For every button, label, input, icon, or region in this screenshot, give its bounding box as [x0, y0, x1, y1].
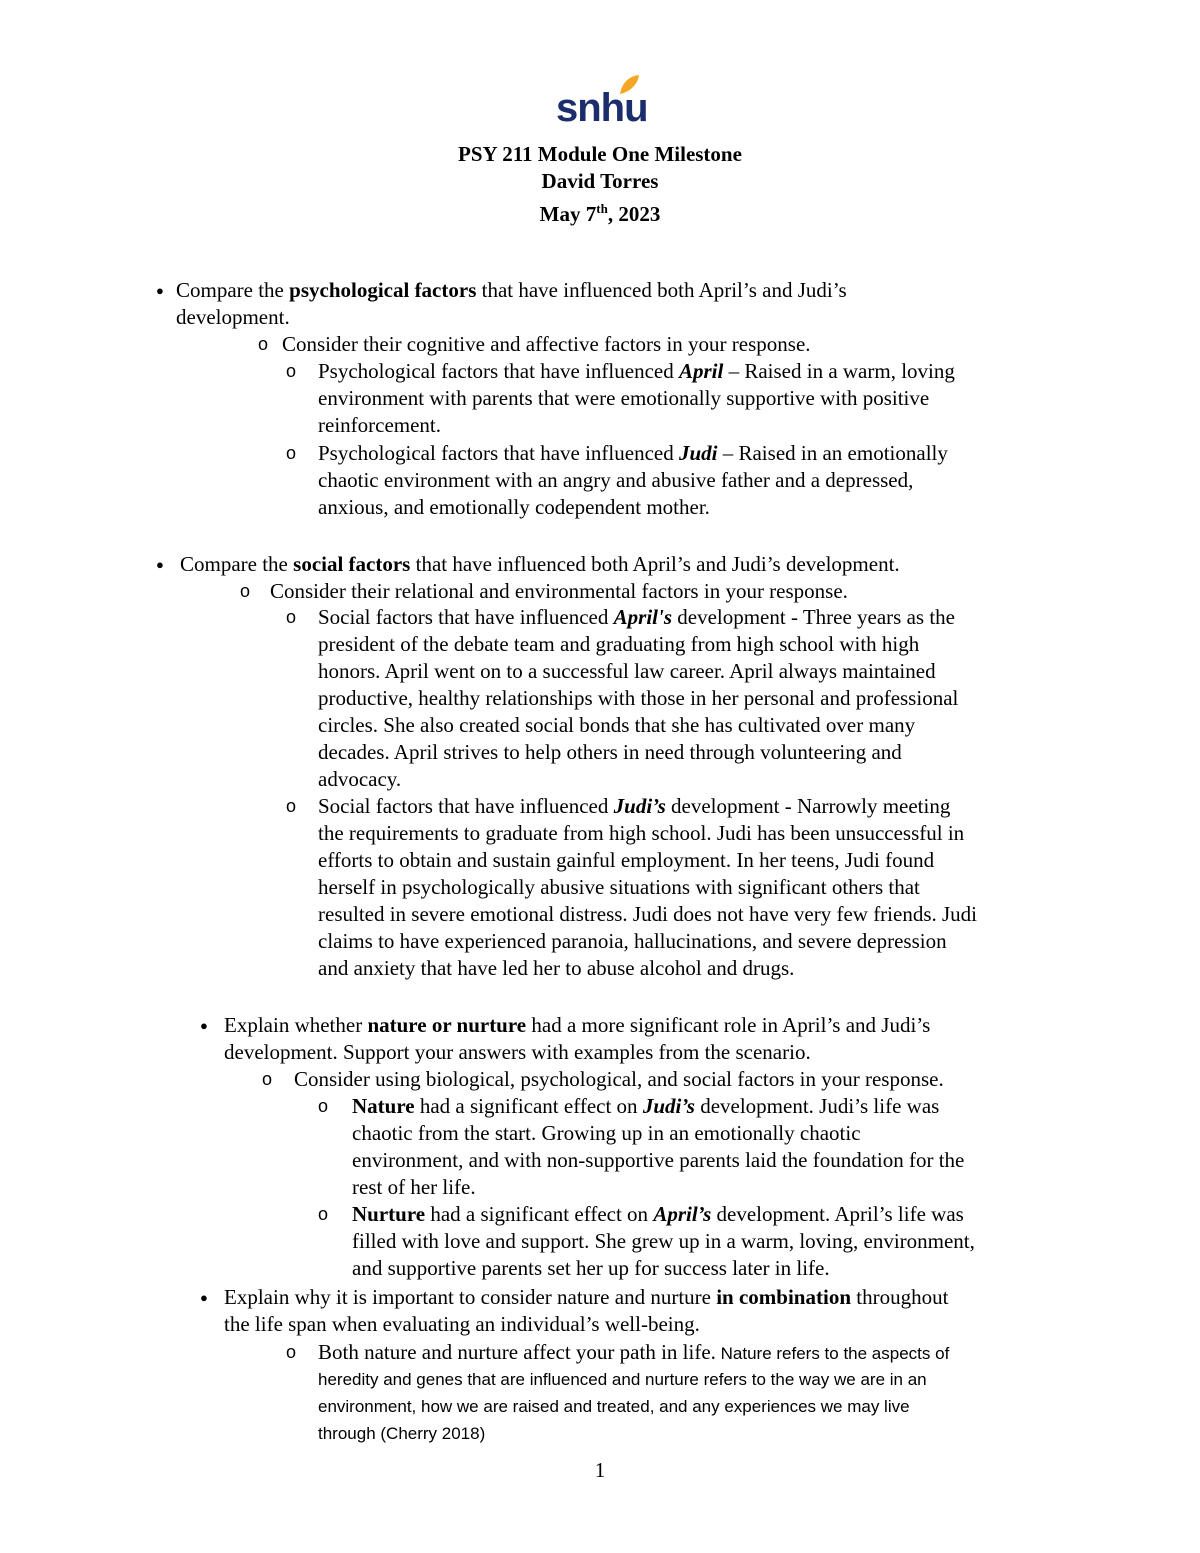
page-number: 1 [594, 1458, 606, 1482]
q3-answer-nurture: Nurture had a significant effect on April’s development. April’s life was [352, 1202, 964, 1226]
sub-bullet-icon: o [262, 1069, 273, 1089]
q2-answer-judi-line: the requirements to graduate from high school. Judi has been unsuccessful in [318, 821, 965, 845]
q1-consider: Consider their cognitive and affective factors in your response. [282, 332, 811, 356]
q2-answer-april-line: productive, healthy relationships with those in her personal and professional [318, 686, 959, 710]
q2-answer-april-line: circles. She also created social bonds that she has cultivated over many [318, 713, 916, 737]
q4-answer-line: through (Cherry 2018) [318, 1424, 486, 1443]
q2-answer-judi-line: efforts to obtain and sustain gainful employment. In her teens, Judi found [318, 848, 935, 872]
bullet-icon: ● [200, 1290, 208, 1305]
q2-answer-judi-line: and anxiety that have led her to abuse alcohol and drugs. [318, 956, 795, 980]
sub-bullet-icon: o [318, 1096, 329, 1116]
q3-answer-nature-line: chaotic from the start. Growing up in an emotionally chaotic [352, 1121, 861, 1145]
q2-consider: Consider their relational and environmental factors in your response. [270, 579, 848, 603]
q1-answer-judi-cont: anxious, and emotionally codependent mother. [318, 495, 710, 519]
q3-consider: Consider using biological, psychological, and social factors in your response. [294, 1067, 944, 1091]
q1-answer-judi-cont: chaotic environment with an angry and abusive father and a depressed, [318, 468, 914, 492]
sub-bullet-icon: o [286, 796, 297, 816]
q3-answer-nature-line: environment, and with non-supportive parents laid the foundation for the [352, 1148, 965, 1172]
sub-bullet-icon: o [286, 361, 297, 381]
q3-answer-nature-line: rest of her life. [352, 1175, 476, 1199]
q1-answer-april-cont: reinforcement. [318, 413, 442, 437]
q3-prompt: Explain whether nature or nurture had a more significant role in April’s and Judi’s [224, 1013, 931, 1037]
bullet-icon: ● [156, 283, 164, 298]
q1-prompt: Compare the psychological factors that have influenced both April’s and Judi’s [176, 278, 847, 302]
q2-answer-judi-line: herself in psychologically abusive situations with significant others that [318, 875, 920, 899]
document-date: May 7th, 2023 [539, 201, 661, 226]
sub-bullet-icon: o [318, 1204, 329, 1224]
q4-prompt: Explain why it is important to consider nature and nurture in combination throughout [224, 1285, 949, 1309]
q2-answer-judi-line: claims to have experienced paranoia, hallucinations, and severe depression [318, 929, 947, 953]
q1-answer-april: Psychological factors that have influenced April – Raised in a warm, loving [318, 359, 955, 383]
sub-bullet-icon: o [286, 443, 297, 463]
q4-answer-line: environment, how we are raised and treated, and any experiences we may live [318, 1397, 910, 1416]
q3-prompt-cont: development. Support your answers with examples from the scenario. [224, 1040, 811, 1064]
q3-answer-nurture-line: filled with love and support. She grew up in a warm, loving, environment, [352, 1229, 975, 1253]
logo-text: snhu [556, 86, 648, 130]
snhu-logo [556, 74, 648, 132]
sub-bullet-icon: o [258, 334, 269, 354]
sub-bullet-icon: o [286, 1342, 297, 1362]
sub-bullet-icon: o [240, 581, 251, 601]
q2-answer-judi: Social factors that have influenced Judi’s development - Narrowly meeting [318, 794, 951, 818]
q2-answer-april: Social factors that have influenced April's development - Three years as the [318, 605, 955, 629]
q2-answer-april-line: decades. April strives to help others in need through volunteering and [318, 740, 902, 764]
q2-prompt: Compare the social factors that have influenced both April’s and Judi’s development. [180, 552, 900, 576]
document-title: PSY 211 Module One Milestone [458, 142, 742, 166]
q4-answer-line: heredity and genes that are influenced and nurture refers to the way we are in an [318, 1370, 927, 1389]
q1-answer-judi: Psychological factors that have influenced Judi – Raised in an emotionally [318, 441, 948, 465]
document-header [0, 141, 1200, 228]
author-name: David Torres [541, 169, 659, 193]
q4-prompt-cont: the life span when evaluating an individual’s well-being. [224, 1312, 700, 1336]
bullet-icon: ● [200, 1018, 208, 1033]
sub-bullet-icon: o [286, 607, 297, 627]
q2-answer-april-line: president of the debate team and graduating from high school with high [318, 632, 920, 656]
q2-answer-april-line: honors. April went on to a successful law career. April always maintained [318, 659, 936, 683]
q3-answer-nature: Nature had a significant effect on Judi’s development. Judi’s life was [352, 1094, 940, 1118]
q3-answer-nurture-line: and supportive parents set her up for success later in life. [352, 1256, 830, 1280]
q2-answer-judi-line: resulted in severe emotional distress. Judi does not have very few friends. Judi [318, 902, 978, 926]
q1-prompt-cont: development. [176, 305, 290, 329]
bullet-icon: ● [156, 557, 164, 572]
q4-answer: Both nature and nurture affect your path in life. Nature refers to the aspects of [318, 1340, 950, 1364]
q2-answer-april-line: advocacy. [318, 767, 402, 791]
q1-answer-april-cont: environment with parents that were emotionally supportive with positive [318, 386, 930, 410]
